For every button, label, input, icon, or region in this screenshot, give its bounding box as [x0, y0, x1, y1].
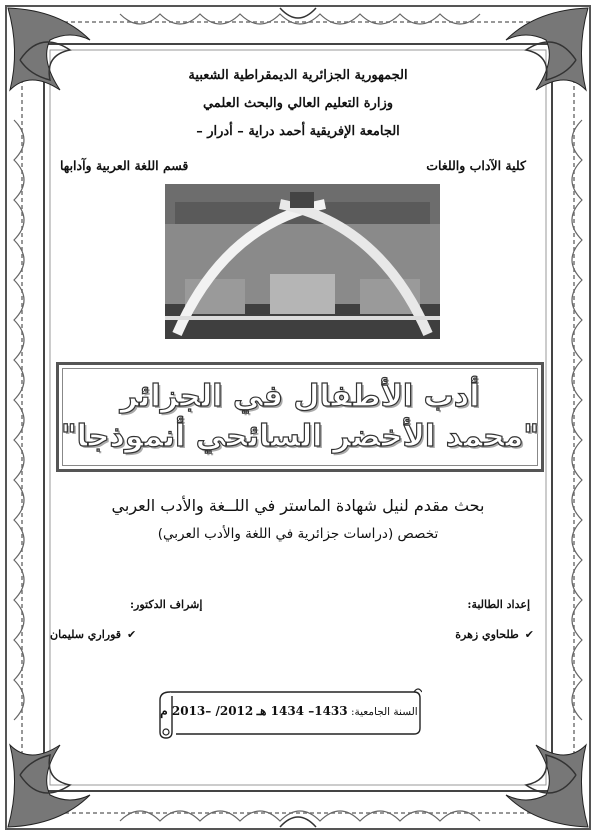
faculty-label: كلية الآداب واللغات	[426, 158, 526, 173]
supervisor-label: إشراف الدكتور:	[130, 598, 203, 611]
checkmark-icon: ✔	[127, 628, 137, 641]
supervisor-entry	[50, 628, 136, 641]
academic-year-scroll	[156, 684, 422, 740]
academic-year-text	[156, 704, 422, 718]
student-entry	[455, 628, 534, 641]
ministry-heading: وزارة التعليم العالي والبحث العلمي	[202, 96, 394, 111]
prepared-by-label: إعداد الطالبة:	[467, 598, 530, 611]
page-content	[50, 50, 540, 785]
academic-year-gregorian: 2012/ –2013 م	[160, 704, 254, 718]
republic-heading: الجمهورية الجزائرية الديمقراطية الشعبية	[188, 68, 408, 83]
student-name: طلحاوي زهرة	[455, 628, 519, 641]
department-label: قسم اللغة العربية وآدابها	[60, 158, 189, 173]
university-heading: الجامعة الإفريقية أحمد دراية – أدرار –	[196, 124, 400, 139]
academic-year-hijri: 1433– 1434 هـ	[256, 704, 348, 718]
thesis-title-line-1: أدب الأطفال في الجزائر	[120, 379, 480, 414]
thesis-title-box	[56, 362, 544, 472]
university-gate-photo	[165, 184, 440, 339]
checkmark-icon: ✔	[524, 628, 534, 641]
degree-subtitle: بحث مقدم لنيل شهادة الماستر في اللــغة والأدب العربي	[111, 496, 485, 515]
gate-image	[165, 184, 440, 339]
supervisor-name: قوراري سليمان	[50, 628, 122, 641]
academic-year-label: السنة الجامعية:	[350, 706, 418, 718]
thesis-title-line-2: "محمد الأخضر السائحي أنموذجا"	[60, 419, 540, 454]
specialization-line: تخصص (دراسات جزائرية في اللغة والأدب العربي)	[157, 526, 439, 542]
